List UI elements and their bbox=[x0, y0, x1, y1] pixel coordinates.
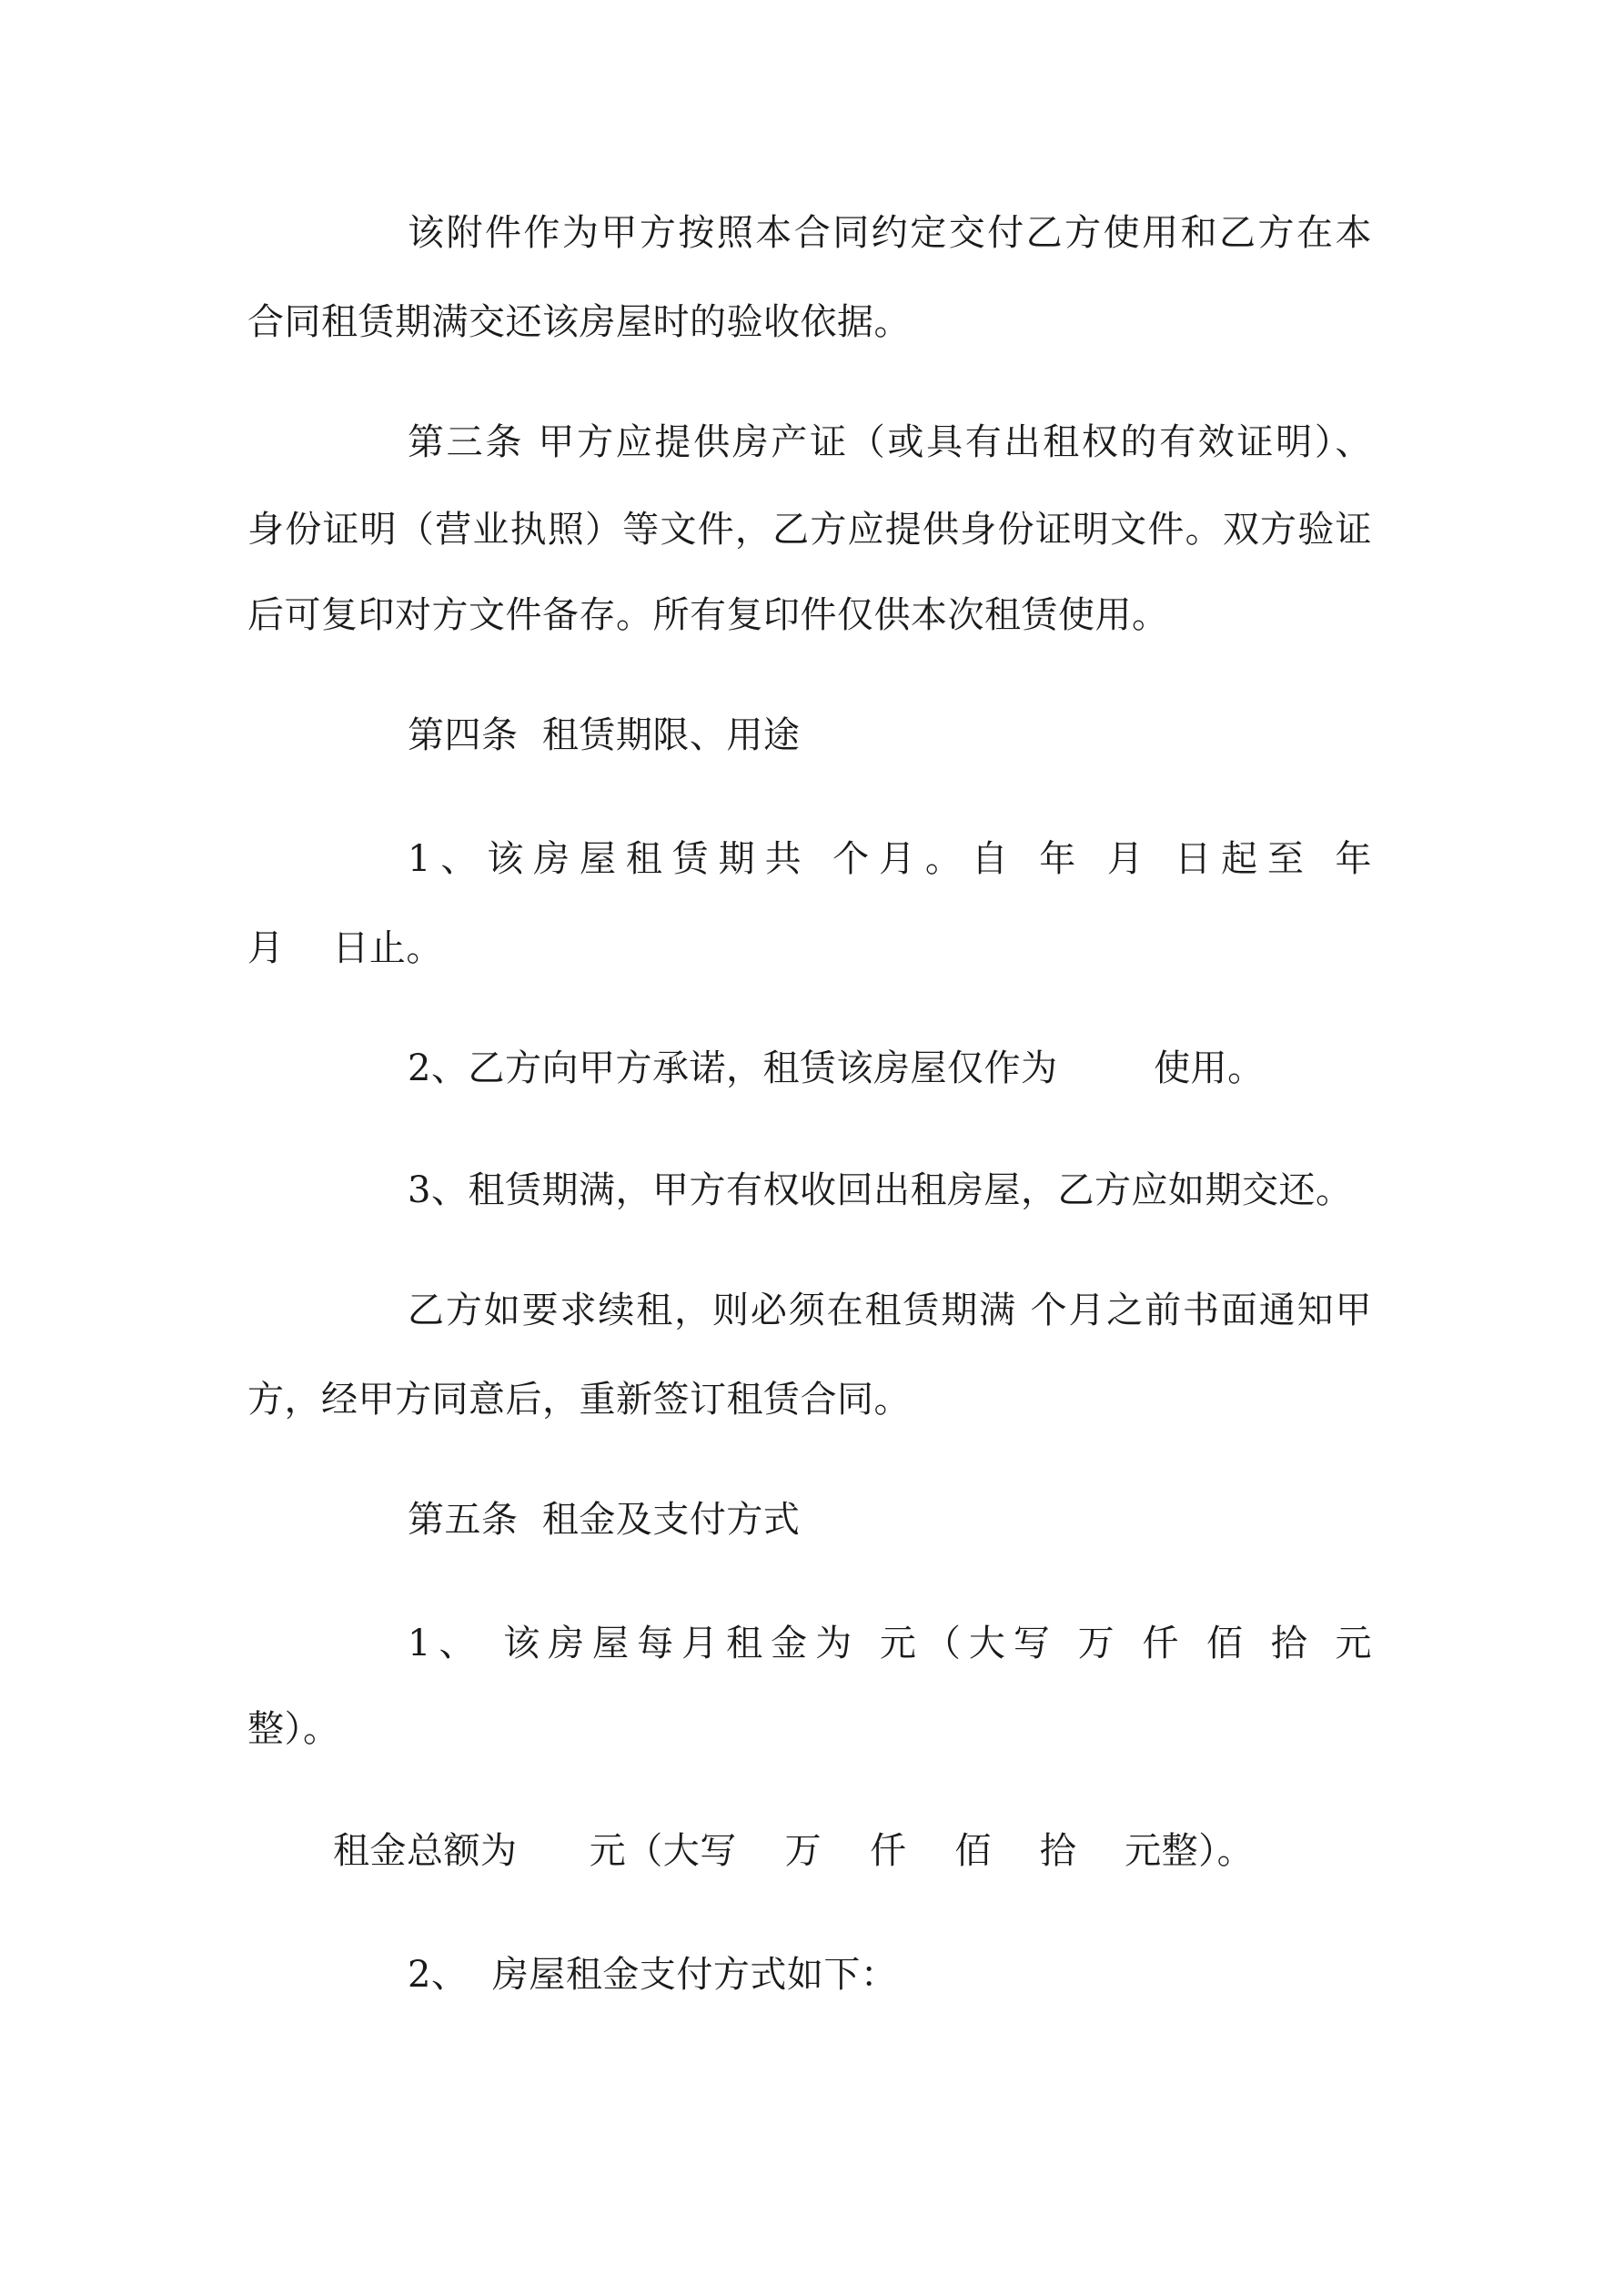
paragraph-line: 乙方如要求续租，则必须在租赁期满 个月之前书面通知甲 bbox=[408, 1290, 1372, 1331]
clause-heading-4: 第四条 租赁期限、用途 bbox=[408, 714, 801, 756]
clause-heading-5: 第五条 租金及支付方式 bbox=[408, 1499, 801, 1541]
paragraph-line: 1、 该房屋每月租金为 元（大写 万 仟 佰 拾 元 bbox=[408, 1623, 1372, 1664]
paragraph-line: 月 日止。 bbox=[247, 927, 443, 969]
paragraph-line: 身份证明（营业执照）等文件，乙方应提供身份证明文件。双方验证 bbox=[247, 509, 1372, 551]
paragraph-line: 整）。 bbox=[247, 1708, 340, 1750]
paragraph-line: 方，经甲方同意后，重新签订租赁合同。 bbox=[247, 1379, 911, 1421]
paragraph-line: 3、租赁期满，甲方有权收回出租房屋，乙方应如期交还。 bbox=[408, 1169, 1353, 1211]
paragraph-line: 2、乙方向甲方承诺，租赁该房屋仅作为 使用。 bbox=[408, 1047, 1265, 1089]
paragraph-line: 该附件作为甲方按照本合同约定交付乙方使用和乙方在本 bbox=[408, 212, 1372, 254]
clause-heading-3: 第三条 甲方应提供房产证（或具有出租权的有效证明）、 bbox=[408, 421, 1372, 463]
paragraph-line: 后可复印对方文件备存。所有复印件仅供本次租赁使用。 bbox=[247, 594, 1169, 636]
paragraph-line: 2、 房屋租金支付方式如下： bbox=[408, 1954, 898, 1996]
paragraph-line: 合同租赁期满交还该房屋时的验收依据。 bbox=[247, 301, 911, 343]
paragraph-line: 1、该房屋租赁期共 个月。自 年 月 日起至 年 bbox=[408, 838, 1372, 880]
paragraph-line: 租金总额为 元（大写 万 仟 佰 拾 元整）。 bbox=[333, 1830, 1255, 1872]
